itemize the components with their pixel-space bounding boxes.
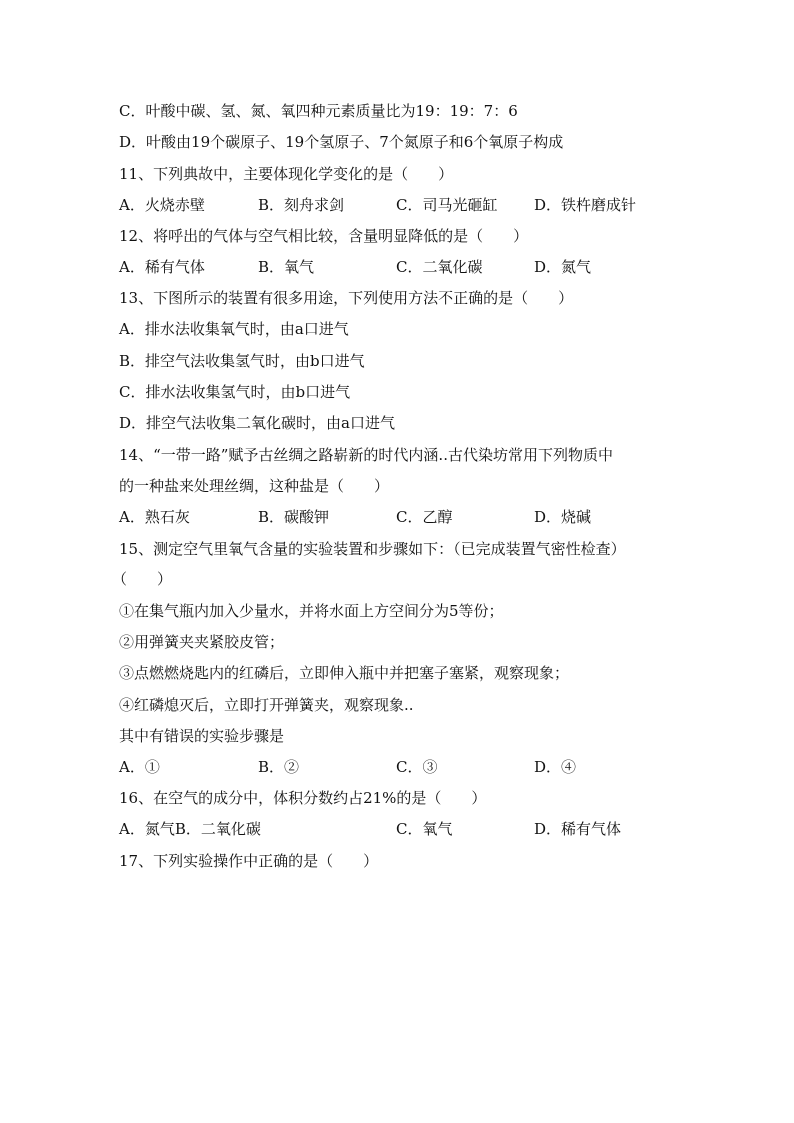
q14-option-d: D．烧碱 — [534, 508, 592, 526]
question-16: 16、在空气的成分中，体积分数约占21%的是（ ） — [119, 789, 487, 807]
question-11: 11、下列典故中，主要体现化学变化的是（ ） — [119, 165, 454, 183]
question-17: 17、下列实验操作中正确的是（ ） — [119, 852, 379, 870]
question-12: 12、将呼出的气体与空气相比较，含量明显降低的是（ ） — [119, 227, 529, 245]
q15-option-c: C．③ — [396, 758, 438, 776]
q14-option-a: A．熟石灰 — [119, 508, 190, 526]
q11-option-a: A．火烧赤壁 — [119, 196, 205, 214]
question-15-line-1: 15、测定空气里氧气含量的实验装置和步骤如下：（已完成装置气密性检查） — [119, 540, 626, 558]
q15-option-d: D．④ — [534, 758, 577, 776]
question-14-line-1: 14、“一带一路”赋予古丝绸之路崭新的时代内涵..古代染坊常用下列物质中 — [119, 446, 613, 464]
q11-option-b: B．刻舟求剑 — [258, 196, 345, 214]
q15-step-4: ④红磷熄灭后，立即打开弹簧夹，观察现象.. — [119, 696, 414, 714]
q16-option-c: C．氧气 — [396, 820, 453, 838]
q14-options — [119, 506, 679, 528]
q11-option-c: C．司马光砸缸 — [396, 196, 498, 214]
question-15-blank: （ ） — [112, 570, 173, 588]
q13-option-b: B．排空气法收集氢气时，由b口进气 — [119, 352, 365, 370]
q16-option-ab: A．氮气B．二氧化碳 — [119, 820, 261, 838]
q12-option-b: B．氧气 — [258, 258, 315, 276]
q15-prompt: 其中有错误的实验步骤是 — [119, 727, 285, 745]
q15-options — [119, 756, 679, 778]
question-13: 13、下图所示的装置有很多用途，下列使用方法不正确的是（ ） — [119, 289, 574, 307]
q15-option-b: B．② — [258, 758, 300, 776]
q13-option-c: C．排水法收集氢气时，由b口进气 — [119, 383, 351, 401]
q11-options — [119, 194, 679, 216]
q12-option-a: A．稀有气体 — [119, 258, 205, 276]
q12-option-c: C．二氧化碳 — [396, 258, 483, 276]
q11-option-d: D．铁杵磨成针 — [534, 196, 637, 214]
q14-option-c: C．乙醇 — [396, 508, 453, 526]
q16-options — [119, 818, 679, 840]
q10-option-d: D．叶酸由19个碳原子、19个氢原子、7个氮原子和6个氧原子构成 — [119, 133, 564, 151]
q10-option-c: C．叶酸中碳、氢、氮、氧四种元素质量比为19：19：7：6 — [119, 102, 518, 120]
question-14-line-2: 的一种盐来处理丝绸，这种盐是（ ） — [119, 477, 390, 495]
q15-step-2: ②用弹簧夹夹紧胶皮管； — [119, 633, 285, 651]
q16-option-d: D．稀有气体 — [534, 820, 622, 838]
q13-option-a: A．排水法收集氧气时，由a口进气 — [119, 320, 349, 338]
q12-options — [119, 256, 679, 278]
q14-option-b: B．碳酸钾 — [258, 508, 330, 526]
q15-option-a: A．① — [119, 758, 160, 776]
q13-option-d: D．排空气法收集二氧化碳时，由a口进气 — [119, 414, 395, 432]
q12-option-d: D．氮气 — [534, 258, 592, 276]
q15-step-3: ③点燃燃烧匙内的红磷后，立即伸入瓶中并把塞子塞紧，观察现象； — [119, 664, 570, 682]
q15-step-1: ①在集气瓶内加入少量水，并将水面上方空间分为5等份； — [119, 602, 504, 620]
